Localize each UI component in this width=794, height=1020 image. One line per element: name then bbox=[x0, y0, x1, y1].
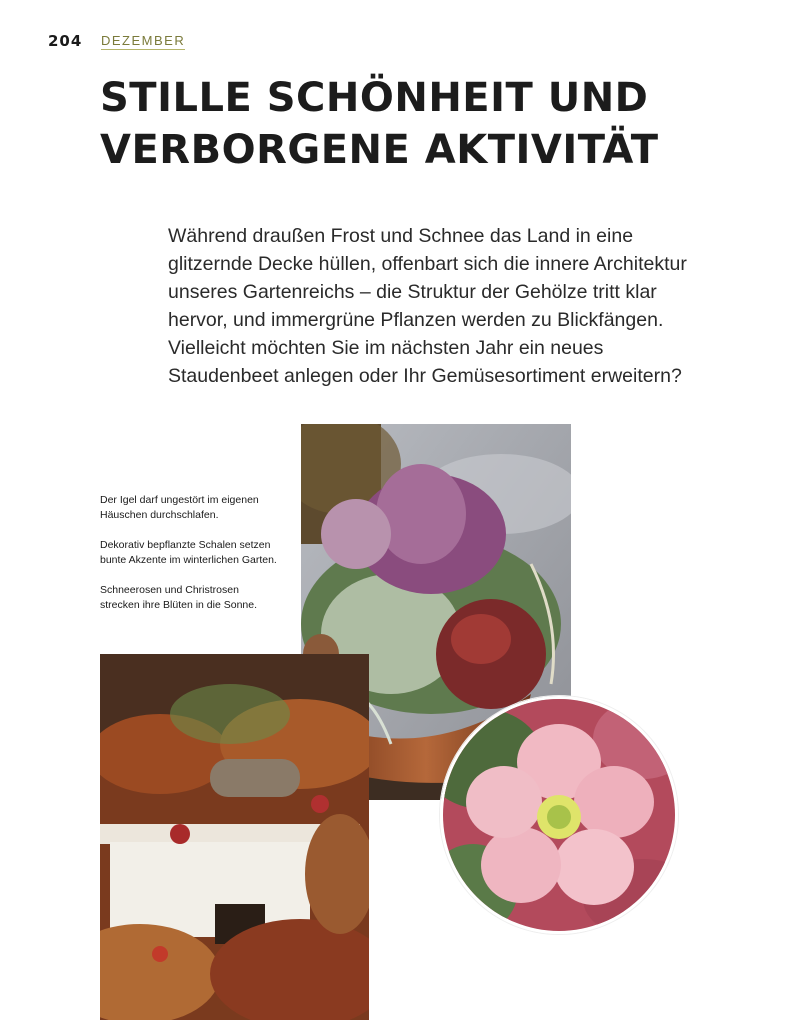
hedgehog-house-photo bbox=[100, 654, 369, 1020]
caption-rose: Schneerosen und Christrosen strecken ihre Blüten in die Sonne. bbox=[100, 584, 258, 611]
hellebore-photo bbox=[440, 696, 678, 934]
page-title bbox=[100, 72, 740, 176]
page-number: 204 bbox=[48, 32, 83, 50]
section-label: DEZEMBER bbox=[101, 33, 186, 48]
photo-captions bbox=[100, 493, 280, 628]
title-line-1: STILLE SCHÖNHEIT UND bbox=[100, 75, 649, 121]
caption-hedgehog: Der Igel darf ungestört im eigenen Häuschen durchschlafen. bbox=[100, 494, 259, 521]
intro-paragraph: Während draußen Frost und Schnee das Land in eine glitzernde Decke hüllen, offenbart sich die innere Architektur unseres Gartenreichs – die Struktur der Gehölze tritt klar hervor, und immergrüne Pflanzen werden zu Blickfängen. Vielleicht möchten Sie im nächsten Jahr ein neues Staudenbeet anlegen oder Ihr Gemüsesortiment erweitern? bbox=[168, 225, 687, 387]
title-line-2: VERBORGENE AKTIVITÄT bbox=[100, 127, 659, 173]
caption-planter: Dekorativ bepflanzte Schalen setzen bunte Akzente im winterlichen Garten. bbox=[100, 539, 277, 566]
